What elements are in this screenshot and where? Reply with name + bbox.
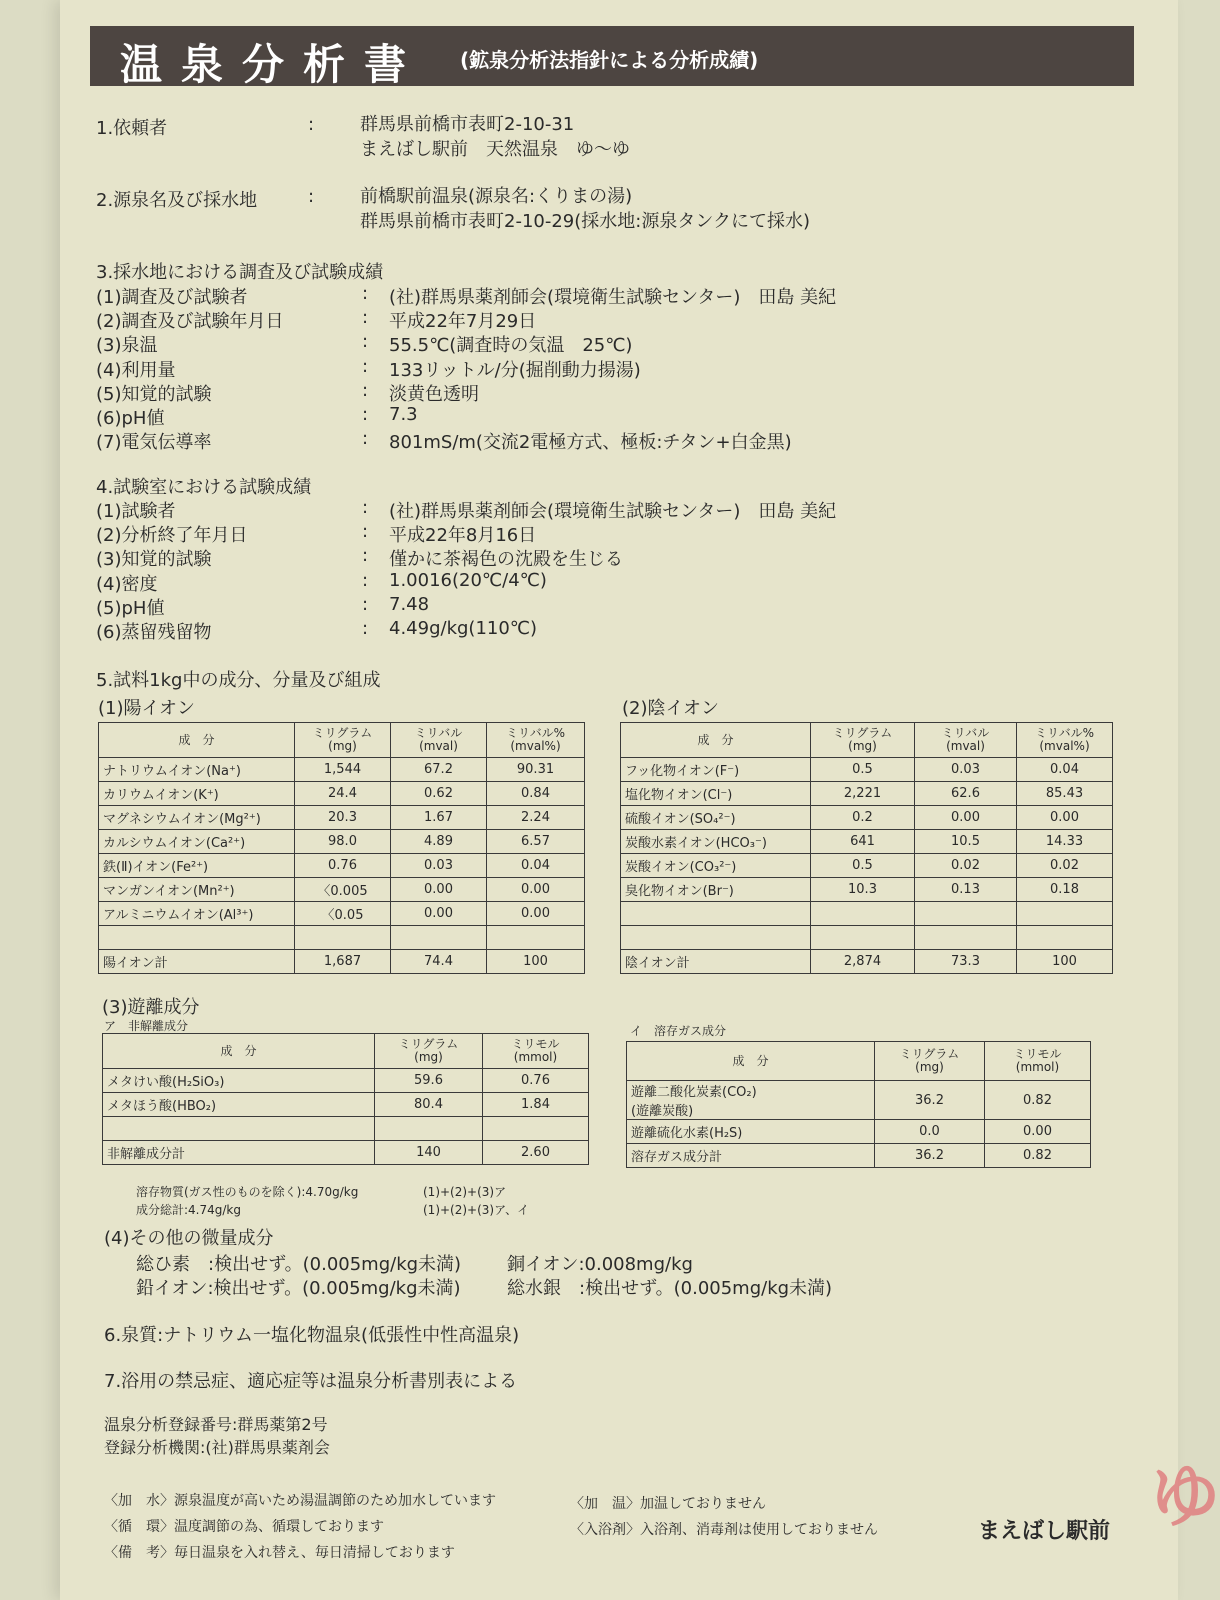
- column-header: ミリバル% (mval%): [1017, 723, 1113, 758]
- component-name: 塩化物イオン(Cl⁻): [621, 782, 811, 806]
- item-value: 7.48: [389, 593, 430, 615]
- component-value: 0.02: [1017, 854, 1113, 878]
- component-value: 〈0.005: [295, 878, 391, 902]
- component-value: 100: [1017, 950, 1113, 974]
- table-row: [621, 950, 1113, 974]
- trace-title: (4)その他の微量成分: [104, 1228, 274, 1249]
- column-header: 成 分: [627, 1042, 875, 1081]
- component-value: 36.2: [875, 1144, 985, 1168]
- component-value: 2.60: [483, 1141, 589, 1165]
- separator: :: [308, 114, 315, 135]
- component-value: [391, 926, 487, 950]
- component-name: [621, 926, 811, 950]
- anion-table: [620, 722, 1113, 974]
- nondissociated-table: [102, 1033, 589, 1165]
- component-value: 90.31: [487, 758, 585, 782]
- component-name: マンガンイオン(Mn²⁺): [99, 878, 295, 902]
- table-row: [621, 902, 1113, 926]
- item-value: 平成22年7月29日: [389, 311, 537, 333]
- component-value: 80.4: [375, 1093, 483, 1117]
- component-value: 0.0: [875, 1120, 985, 1144]
- facility-name: まえばし駅前: [978, 1519, 1111, 1544]
- component-value: 0.00: [1017, 806, 1113, 830]
- item-label: (4)密度: [96, 573, 158, 595]
- requester-address: 群馬県前橋市表町2-10-31: [360, 114, 575, 135]
- item-label: (1)試験者: [96, 501, 176, 522]
- component-name: 遊離二酸化炭素(CO₂) (遊離炭酸): [627, 1081, 875, 1120]
- table-row: [99, 902, 585, 926]
- item-label: (5)知覚的試験: [96, 383, 212, 405]
- component-name: [103, 1117, 375, 1141]
- table-row: [99, 854, 585, 878]
- logo-stamp: ゆ: [1150, 1455, 1220, 1537]
- anion-title: (2)陰イオン: [622, 698, 719, 719]
- table-header-row: [621, 723, 1113, 758]
- column-header: ミリモル (mmol): [483, 1034, 589, 1069]
- component-name: ナトリウムイオン(Na⁺): [99, 758, 295, 782]
- component-value: 85.43: [1017, 782, 1113, 806]
- component-name: [99, 926, 295, 950]
- component-name: 硫酸イオン(SO₄²⁻): [621, 806, 811, 830]
- component-value: 24.4: [295, 782, 391, 806]
- component-value: 0.00: [391, 902, 487, 926]
- component-value: 1.84: [483, 1093, 589, 1117]
- column-header: ミリバル (mval): [391, 723, 487, 758]
- source-location: 群馬県前橋市表町2-10-29(採水地:源泉タンクにて採水): [360, 211, 810, 232]
- table-row: [99, 806, 585, 830]
- component-value: 6.57: [487, 830, 585, 854]
- component-name: カリウムイオン(K⁺): [99, 782, 295, 806]
- component-value: 0.5: [811, 854, 915, 878]
- component-value: [1017, 926, 1113, 950]
- separator: :: [362, 521, 369, 543]
- component-value: 4.89: [391, 830, 487, 854]
- component-value: 1,687: [295, 950, 391, 974]
- component-name: メタほう酸(HBO₂): [103, 1093, 375, 1117]
- section5-title: 5.試料1kg中の成分、分量及び組成: [96, 670, 381, 691]
- component-value: 0.00: [391, 878, 487, 902]
- column-header: ミリグラム (mg): [295, 723, 391, 758]
- component-value: 1.67: [391, 806, 487, 830]
- item-value: 1.0016(20℃/4℃): [389, 569, 547, 591]
- column-header: ミリグラム (mg): [875, 1042, 985, 1081]
- note-circulation: 〈循 環〉温度調節の為、循環しております: [104, 1519, 384, 1535]
- registry-agency: 登録分析機関:(社)群馬県薬剤会: [104, 1438, 330, 1457]
- trace-mercury: 総水銀 :検出せず。(0.005mg/kg未満): [507, 1278, 833, 1299]
- note-water: 〈加 水〉源泉温度が高いため湯温調節のため加水しています: [104, 1493, 496, 1509]
- component-name: 非解離成分計: [103, 1141, 375, 1165]
- component-value: 0.04: [487, 854, 585, 878]
- component-name: アルミニウムイオン(Al³⁺): [99, 902, 295, 926]
- component-value: 74.4: [391, 950, 487, 974]
- document-subtitle: (鉱泉分析法指針による分析成績): [460, 48, 759, 72]
- component-total-formula: (1)+(2)+(3)ア、イ: [423, 1203, 530, 1217]
- item-label: (3)泉温: [96, 335, 158, 357]
- trace-lead: 鉛イオン:検出せず。(0.005mg/kg未満): [136, 1278, 461, 1299]
- component-name: 陰イオン計: [621, 950, 811, 974]
- document-title: 温泉分析書: [120, 40, 426, 89]
- component-value: 73.3: [915, 950, 1017, 974]
- column-header: 成 分: [103, 1034, 375, 1069]
- component-name: カルシウムイオン(Ca²⁺): [99, 830, 295, 854]
- component-value: 100: [487, 950, 585, 974]
- separator: :: [362, 283, 369, 304]
- separator: :: [362, 331, 369, 353]
- component-value: 2,874: [811, 950, 915, 974]
- table-row: [621, 854, 1113, 878]
- component-value: 0.00: [985, 1120, 1091, 1144]
- table-row: [99, 830, 585, 854]
- component-value: [811, 902, 915, 926]
- separator: :: [308, 186, 315, 207]
- separator: :: [362, 404, 369, 425]
- table-header-row: [103, 1034, 589, 1069]
- item-value: 4.49g/kg(110℃): [389, 618, 538, 639]
- note-bath-agent: 〈入浴剤〉入浴剤、消毒剤は使用しておりません: [570, 1522, 878, 1538]
- separator: :: [362, 307, 369, 329]
- section4-title: 4.試験室における試験成績: [96, 477, 312, 498]
- table-row: [627, 1144, 1091, 1168]
- component-value: 0.2: [811, 806, 915, 830]
- requester-name: まえばし駅前 天然温泉 ゆ～ゆ: [360, 139, 630, 160]
- component-value: 0.82: [985, 1081, 1091, 1120]
- item-value: 133リットル/分(掘削動力揚湯): [389, 359, 641, 381]
- component-name: 炭酸水素イオン(HCO₃⁻): [621, 830, 811, 854]
- item-label: (1)調査及び試験者: [96, 287, 248, 308]
- component-name: 遊離硫化水素(H₂S): [627, 1120, 875, 1144]
- column-header: 成 分: [99, 723, 295, 758]
- table-row: [621, 758, 1113, 782]
- table-row: [621, 878, 1113, 902]
- component-value: 10.5: [915, 830, 1017, 854]
- component-name: マグネシウムイオン(Mg²⁺): [99, 806, 295, 830]
- component-name: 炭酸イオン(CO₃²⁻): [621, 854, 811, 878]
- separator: :: [362, 545, 369, 567]
- component-total: 成分総計:4.74g/kg: [136, 1203, 241, 1217]
- dissolved-gas-table: [626, 1041, 1091, 1168]
- free-title: (3)遊離成分: [102, 997, 200, 1018]
- trace-arsenic: 総ひ素 :検出せず。(0.005mg/kg未満): [136, 1254, 462, 1275]
- component-name: メタけい酸(H₂SiO₃): [103, 1069, 375, 1093]
- component-value: 0.03: [915, 758, 1017, 782]
- component-value: [915, 902, 1017, 926]
- separator: :: [362, 593, 369, 615]
- column-header: ミリバル (mval): [915, 723, 1017, 758]
- component-value: 0.13: [915, 878, 1017, 902]
- component-value: 〈0.05: [295, 902, 391, 926]
- component-value: 0.5: [811, 758, 915, 782]
- nondissociated-title: ア 非解離成分: [104, 1019, 189, 1033]
- column-header: ミリグラム (mg): [811, 723, 915, 758]
- component-value: 14.33: [1017, 830, 1113, 854]
- component-value: [375, 1117, 483, 1141]
- component-value: [915, 926, 1017, 950]
- column-header: ミリモル (mmol): [985, 1042, 1091, 1081]
- table-header-row: [627, 1042, 1091, 1081]
- item-value: (社)群馬県薬剤師会(環境衛生試験センター) 田島 美紀: [389, 287, 837, 308]
- table-row: [621, 782, 1113, 806]
- component-value: 0.00: [915, 806, 1017, 830]
- source-name: 前橋駅前温泉(源泉名:くりまの湯): [360, 186, 633, 207]
- component-value: 0.02: [915, 854, 1017, 878]
- table-row: [99, 782, 585, 806]
- indications-note: 7.浴用の禁忌症、適応症等は温泉分析書別表による: [104, 1371, 518, 1392]
- component-value: [1017, 902, 1113, 926]
- item-label: (7)電気伝導率: [96, 432, 212, 454]
- component-value: 0.76: [483, 1069, 589, 1093]
- item-value: 平成22年8月16日: [389, 525, 537, 547]
- item-value: 55.5℃(調査時の気温 25℃): [389, 335, 633, 357]
- component-name: [621, 902, 811, 926]
- separator: :: [362, 428, 369, 450]
- spring-quality: 6.泉質:ナトリウム一塩化物温泉(低張性中性高温泉): [104, 1325, 520, 1346]
- item-label: (2)調査及び試験年月日: [96, 311, 284, 333]
- table-row: [99, 878, 585, 902]
- component-value: [811, 926, 915, 950]
- component-value: [295, 926, 391, 950]
- component-value: 140: [375, 1141, 483, 1165]
- item-label: (2)分析終了年月日: [96, 525, 248, 547]
- table-row: [621, 806, 1113, 830]
- dissolved-matter-total: 溶存物質(ガス性のものを除く):4.70g/kg: [136, 1185, 359, 1199]
- cation-table: [98, 722, 585, 974]
- component-value: [483, 1117, 589, 1141]
- dissolved-gas-title: イ 溶存ガス成分: [630, 1024, 727, 1038]
- component-value: 0.18: [1017, 878, 1113, 902]
- column-header: 成 分: [621, 723, 811, 758]
- component-name: 臭化物イオン(Br⁻): [621, 878, 811, 902]
- table-row: [99, 758, 585, 782]
- component-value: 0.00: [487, 902, 585, 926]
- separator: :: [362, 355, 369, 377]
- component-value: 59.6: [375, 1069, 483, 1093]
- item-value: (社)群馬県薬剤師会(環境衛生試験センター) 田島 美紀: [389, 501, 837, 522]
- registry-number: 温泉分析登録番号:群馬薬第2号: [104, 1415, 328, 1434]
- column-header: ミリグラム (mg): [375, 1034, 483, 1069]
- item-value: 7.3: [389, 404, 418, 425]
- table-header-row: [99, 723, 585, 758]
- component-value: 0.62: [391, 782, 487, 806]
- component-value: 98.0: [295, 830, 391, 854]
- component-value: 0.00: [487, 878, 585, 902]
- table-row: [103, 1069, 589, 1093]
- component-value: 0.82: [985, 1144, 1091, 1168]
- table-row: [627, 1120, 1091, 1144]
- item-label: (4)利用量: [96, 359, 176, 381]
- table-row: [99, 950, 585, 974]
- item-value: 僅かに茶褐色の沈殿を生じる: [389, 549, 623, 571]
- component-name: フッ化物イオン(F⁻): [621, 758, 811, 782]
- component-name: 陽イオン計: [99, 950, 295, 974]
- component-value: 2.24: [487, 806, 585, 830]
- component-value: 62.6: [915, 782, 1017, 806]
- component-value: 2,221: [811, 782, 915, 806]
- source-label: 2.源泉名及び採水地: [96, 190, 258, 211]
- separator: :: [362, 569, 369, 591]
- item-label: (6)pH値: [96, 408, 165, 429]
- component-value: [487, 926, 585, 950]
- table-row: [103, 1141, 589, 1165]
- component-value: 0.76: [295, 854, 391, 878]
- table-row: [99, 926, 585, 950]
- table-row: [103, 1093, 589, 1117]
- note-heating: 〈加 温〉加温しておりません: [570, 1496, 766, 1512]
- requester-label: 1.依頼者: [96, 118, 168, 139]
- component-value: 0.03: [391, 854, 487, 878]
- item-label: (5)pH値: [96, 597, 165, 619]
- item-label: (3)知覚的試験: [96, 549, 212, 571]
- separator: :: [362, 618, 369, 639]
- component-value: 10.3: [811, 878, 915, 902]
- table-row: [627, 1081, 1091, 1120]
- component-name: 溶存ガス成分計: [627, 1144, 875, 1168]
- component-value: 1,544: [295, 758, 391, 782]
- component-value: 641: [811, 830, 915, 854]
- component-name: 鉄(Ⅱ)イオン(Fe²⁺): [99, 854, 295, 878]
- table-row: [621, 830, 1113, 854]
- component-value: 36.2: [875, 1081, 985, 1120]
- separator: :: [362, 497, 369, 518]
- component-value: 0.84: [487, 782, 585, 806]
- column-header: ミリバル% (mval%): [487, 723, 585, 758]
- cation-title: (1)陽イオン: [98, 698, 195, 719]
- table-row: [621, 926, 1113, 950]
- component-value: 0.04: [1017, 758, 1113, 782]
- note-remarks: 〈備 考〉毎日温泉を入れ替え、毎日清掃しております: [104, 1545, 455, 1561]
- item-value: 淡黄色透明: [389, 383, 479, 405]
- title-banner: [90, 26, 1134, 89]
- separator: :: [362, 379, 369, 401]
- component-value: 20.3: [295, 806, 391, 830]
- section3-title: 3.採水地における調査及び試験成績: [96, 262, 384, 283]
- dissolved-matter-formula: (1)+(2)+(3)ア: [423, 1185, 507, 1199]
- item-label: (6)蒸留残留物: [96, 622, 212, 643]
- trace-copper: 銅イオン:0.008mg/kg: [507, 1254, 693, 1275]
- table-row: [103, 1117, 589, 1141]
- component-value: 67.2: [391, 758, 487, 782]
- item-value: 801mS/m(交流2電極方式、極板:チタン+白金黒): [389, 432, 792, 454]
